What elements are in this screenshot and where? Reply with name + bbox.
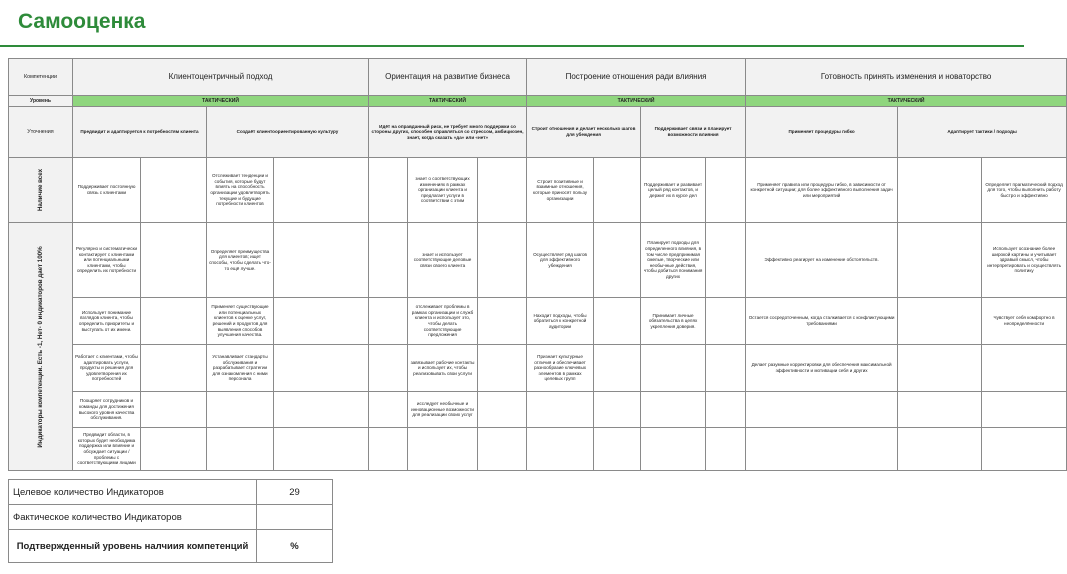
indicator-cell: Делает разумные корректировки для обеспечения максимальной эффективности и мотивации себя и других bbox=[746, 345, 898, 392]
indicator-cell bbox=[641, 392, 706, 428]
score-cell[interactable] bbox=[141, 392, 207, 428]
score-cell[interactable] bbox=[141, 428, 207, 471]
indicator-cell: Чувствует себя комфортно в неопределённости bbox=[982, 298, 1067, 345]
level-value: ТАКТИЧЕСКИЙ bbox=[73, 96, 369, 107]
indicator-cell: Использует понимание взглядов клиента, чтобы определить приоритеты и выступать от их имени. bbox=[73, 298, 141, 345]
score-cell[interactable] bbox=[706, 345, 746, 392]
indicator-cell: Устанавливает стандарты обслуживания и разрабатывает стратегии для ознакомления с ними персонала bbox=[207, 345, 274, 392]
clarify-item: Строит отношения и делает несколько шагов для убеждения bbox=[527, 107, 641, 158]
indicator-cell: Эффективно реагирует на изменение обстоятельств. bbox=[746, 223, 898, 298]
indicator-cell: Планирует подходы для определенного влияния, в том числе предпринимая смелые, творческие или необычные действия, чтобы добиться понимания других bbox=[641, 223, 706, 298]
page-title: Самооценка bbox=[18, 10, 146, 33]
score-cell[interactable] bbox=[141, 298, 207, 345]
score-cell[interactable] bbox=[594, 158, 641, 223]
competency-table bbox=[8, 58, 1067, 471]
indicator-cell: знает о соответствующих изменениях в рамках организации клиента и предлагает услуги в соответствии с этим bbox=[408, 158, 478, 223]
indicator-cell: Поддерживает и развивает целый ряд контактов, и держит их в курсе дел bbox=[641, 158, 706, 223]
indicator-cell: завязывает рабочие контакты и использует их, чтобы реализовывать свои услуги bbox=[408, 345, 478, 392]
score-cell[interactable] bbox=[478, 298, 527, 345]
clarify-label: Уточнения bbox=[9, 107, 73, 158]
competency-influence-relations: Построение отношения ради влияния bbox=[527, 59, 746, 96]
score-cell[interactable] bbox=[478, 392, 527, 428]
score-cell[interactable] bbox=[369, 158, 408, 223]
indicator-cell: Работает с клиентами, чтобы адаптировать услуги, продукты и решения для удовлетворения их потребностей bbox=[73, 345, 141, 392]
indicator-cell: Находит подходы, чтобы обратиться к конкретной аудитории bbox=[527, 298, 594, 345]
level-row bbox=[9, 96, 1067, 107]
score-cell[interactable] bbox=[594, 428, 641, 471]
indicator-cell: Поощряет сотрудников и команды для достижения высокого уровня качества обслуживания. bbox=[73, 392, 141, 428]
score-cell[interactable] bbox=[478, 223, 527, 298]
side-label-indicators: Индикаторы компетенции. Есть -1, Нет- 0 индикаторов дает 100% bbox=[9, 223, 73, 471]
score-cell[interactable] bbox=[898, 428, 982, 471]
clarify-item: Идёт на оправданный риск, не требует много поддержки со стороны других, способен справляться со стрессом, амбициозен, знает, когда сказать «да» или «нет» bbox=[369, 107, 527, 158]
level-value: ТАКТИЧЕСКИЙ bbox=[746, 96, 1067, 107]
score-cell[interactable] bbox=[141, 158, 207, 223]
indicator-cell: Осуществляет ряд шагов для эффективного убеждения bbox=[527, 223, 594, 298]
indicator-cell bbox=[207, 392, 274, 428]
score-cell[interactable] bbox=[274, 158, 369, 223]
indicator-cell: Поддерживает постоянную связь с клиентами bbox=[73, 158, 141, 223]
score-cell[interactable] bbox=[706, 223, 746, 298]
level-value: ТАКТИЧЕСКИЙ bbox=[369, 96, 527, 107]
score-cell[interactable] bbox=[594, 345, 641, 392]
indicator-cell bbox=[982, 428, 1067, 471]
score-cell[interactable] bbox=[706, 392, 746, 428]
title-underline bbox=[0, 45, 1024, 47]
score-cell[interactable] bbox=[706, 158, 746, 223]
indicator-cell bbox=[527, 428, 594, 471]
indicator-row bbox=[9, 392, 1067, 428]
score-cell[interactable] bbox=[274, 345, 369, 392]
score-cell[interactable] bbox=[898, 158, 982, 223]
indicator-cell bbox=[982, 392, 1067, 428]
score-cell[interactable] bbox=[141, 345, 207, 392]
indicator-row bbox=[9, 298, 1067, 345]
indicator-cell: Строит позитивные и взаимные отношения, которые приносят пользу организации bbox=[527, 158, 594, 223]
competency-business-development: Ориентация на развитие бизнеса bbox=[369, 59, 527, 96]
competency-client-centric: Клиентоцентричный подход bbox=[73, 59, 369, 96]
indicator-cell: Признает культурные отличия и обеспечивает разнообразие ключевых элементов в рамках целевых групп bbox=[527, 345, 594, 392]
target-indicators-label: Целевое количество Индикаторов bbox=[9, 480, 257, 505]
score-cell[interactable] bbox=[898, 345, 982, 392]
indicator-cell: Использует осознание более широкой картины и учитывает здравый смысл, чтобы интерпретировать и осуществлять политику bbox=[982, 223, 1067, 298]
score-cell[interactable] bbox=[274, 298, 369, 345]
score-cell[interactable] bbox=[478, 428, 527, 471]
indicator-row bbox=[9, 223, 1067, 298]
actual-indicators-label: Фактическое количество Индикаторов bbox=[9, 505, 257, 530]
confirmed-level-label: Подтвержденный уровень налчиия компетенций bbox=[9, 530, 257, 563]
indicator-row bbox=[9, 428, 1067, 471]
indicator-row bbox=[9, 345, 1067, 392]
indicator-cell: Предвидит области, в которых будет необходима поддержка или влияние и обсуждает ситуации / проблемы с соответствующими лицами bbox=[73, 428, 141, 471]
indicator-cell bbox=[207, 428, 274, 471]
score-cell[interactable] bbox=[594, 392, 641, 428]
indicator-cell: исследует необычные и инновационные возможности для реализации своих услуг bbox=[408, 392, 478, 428]
score-cell[interactable] bbox=[706, 298, 746, 345]
level-value: ТАКТИЧЕСКИЙ bbox=[527, 96, 746, 107]
clarify-item: Адаптирует тактики / подходы bbox=[898, 107, 1067, 158]
target-indicators-value: 29 bbox=[257, 480, 333, 505]
score-cell[interactable] bbox=[369, 345, 408, 392]
indicator-cell: Регулярно и систематически контактирует с клиентами или потенциальными клиентами, чтобы определить их потребности bbox=[73, 223, 141, 298]
indicator-cell: Отслеживает тенденции и события, которые будут влиять на способность организации удовлетворять текущие и будущие потребности клиентов bbox=[207, 158, 274, 223]
indicator-cell: Определяет преимущества для клиентов; ищет способы, чтобы сделать что-то ещё лучше. bbox=[207, 223, 274, 298]
competency-header-row bbox=[9, 59, 1067, 96]
indicator-cell: Определяет прагматический подход для того, чтобы выполнить работу быстро и эффективно bbox=[982, 158, 1067, 223]
indicator-cell bbox=[641, 345, 706, 392]
indicator-cell bbox=[746, 392, 898, 428]
clarify-item: Создаёт клиентоориентированную культуру bbox=[207, 107, 369, 158]
score-cell[interactable] bbox=[274, 392, 369, 428]
level-label: Уровень bbox=[9, 96, 73, 107]
indicator-cell: Принимает личные обязательства в целях укрепления доверия. bbox=[641, 298, 706, 345]
indicator-cell bbox=[641, 428, 706, 471]
indicator-cell: знает и использует соответствующие деловые связи своего клиента bbox=[408, 223, 478, 298]
indicator-cell bbox=[746, 428, 898, 471]
score-cell[interactable] bbox=[274, 223, 369, 298]
score-cell[interactable] bbox=[141, 223, 207, 298]
summary-table bbox=[8, 479, 333, 563]
score-cell[interactable] bbox=[369, 223, 408, 298]
indicator-cell: отслеживает проблемы в рамках организации и служб клиента и использует это, чтобы делать соответствующие предложения bbox=[408, 298, 478, 345]
competency-change-innovation: Готовность принять изменения и новаторство bbox=[746, 59, 1067, 96]
score-cell[interactable] bbox=[478, 345, 527, 392]
score-cell[interactable] bbox=[898, 392, 982, 428]
confirmed-level-value[interactable]: % bbox=[257, 530, 333, 563]
side-label-all: Наличие всех bbox=[9, 158, 73, 223]
clarify-item: Предвидит и адаптируется к потребностям клиента bbox=[73, 107, 207, 158]
clarify-row bbox=[9, 107, 1067, 158]
score-cell[interactable] bbox=[898, 223, 982, 298]
indicator-row bbox=[9, 158, 1067, 223]
score-cell[interactable] bbox=[369, 428, 408, 471]
score-cell[interactable] bbox=[478, 158, 527, 223]
competency-label: Компетенции bbox=[9, 59, 73, 96]
score-cell[interactable] bbox=[369, 392, 408, 428]
score-cell[interactable] bbox=[594, 298, 641, 345]
indicator-cell bbox=[982, 345, 1067, 392]
score-cell[interactable] bbox=[898, 298, 982, 345]
indicator-cell bbox=[408, 428, 478, 471]
score-cell[interactable] bbox=[369, 298, 408, 345]
clarify-item: Поддерживает связи и планирует возможности влияния bbox=[641, 107, 746, 158]
indicator-cell: Применяет существующие или потенциальных клиентов к оценке услуг, решений и продуктов для выявления способов улучшения качества. bbox=[207, 298, 274, 345]
actual-indicators-value[interactable] bbox=[257, 505, 333, 530]
indicator-cell: Применяет правила или процедуры гибко, в зависимости от конкретной ситуации; для более эффективного выполнения задач или мероприятий bbox=[746, 158, 898, 223]
score-cell[interactable] bbox=[706, 428, 746, 471]
score-cell[interactable] bbox=[274, 428, 369, 471]
clarify-item: Применяет процедуры гибко bbox=[746, 107, 898, 158]
score-cell[interactable] bbox=[594, 223, 641, 298]
indicator-cell bbox=[527, 392, 594, 428]
indicator-cell: Остается сосредоточенным, когда сталкивается с конфликтующими требованиями bbox=[746, 298, 898, 345]
